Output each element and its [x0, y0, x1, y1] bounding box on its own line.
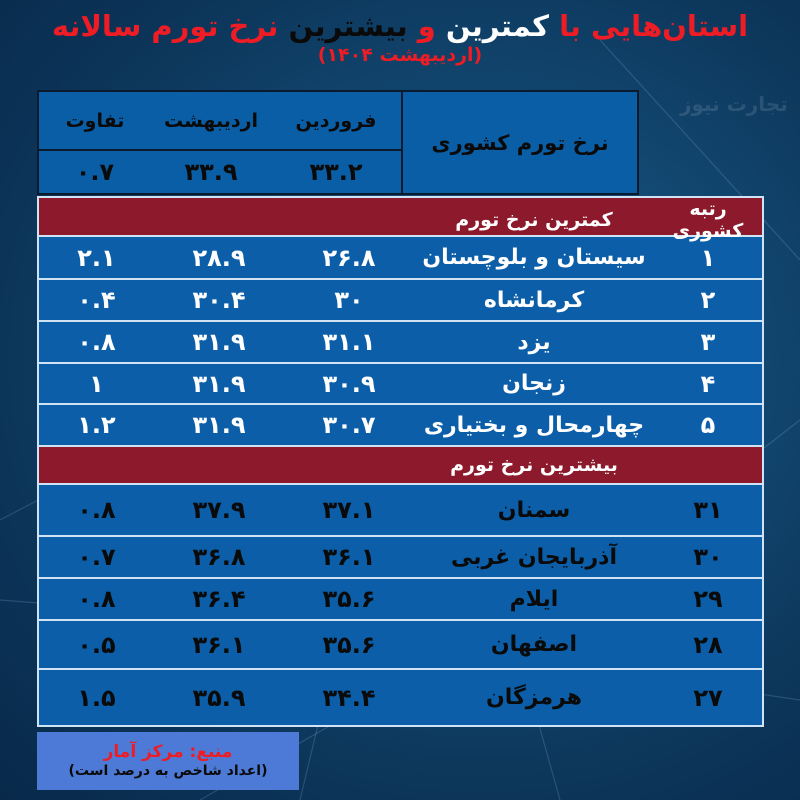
farvardin-cell: ۳۴.۴: [322, 683, 376, 712]
rank-cell: ۲۹: [693, 585, 723, 613]
lowest-header: کمترین نرخ تورم: [455, 209, 613, 231]
ordibehesht-cell: ۳۵.۹: [192, 683, 246, 712]
table-row: [39, 403, 762, 445]
farvardin-cell: ۳۱.۱: [322, 328, 376, 356]
title-part3: و: [407, 9, 446, 43]
diff-cell: ۰.۴: [77, 286, 116, 314]
national-header-ordibehesht: اردیبهشت: [163, 109, 259, 132]
national-header-farvardin: فروردین: [295, 109, 377, 132]
highest-header: بیشترین نرخ تورم: [450, 454, 618, 476]
national-value-diff: ۰.۷: [75, 158, 115, 186]
province-cell: یزد: [517, 329, 551, 355]
rank-cell: ۱: [700, 243, 716, 272]
farvardin-cell: ۳۰: [334, 286, 364, 314]
rank-cell: ۳: [700, 328, 716, 356]
diff-cell: ۲.۱: [77, 243, 116, 272]
ordibehesht-cell: ۳۶.۴: [192, 585, 246, 613]
rank-cell: ۴: [700, 369, 716, 398]
rank-header: رتبه کشوری: [672, 198, 744, 242]
national-values-row: [39, 149, 401, 193]
page-subtitle: (اردیبهشت ۱۴۰۴): [317, 44, 483, 66]
province-cell: کرمانشاه: [483, 287, 585, 313]
table-row: [39, 278, 762, 320]
title-part4: بیشترین: [288, 9, 408, 43]
national-value-farvardin: ۳۳.۲: [309, 158, 363, 186]
rank-cell: ۲۸: [693, 630, 723, 659]
table-row: [39, 619, 762, 668]
diff-cell: ۱: [89, 369, 104, 398]
diff-cell: ۱.۲: [77, 411, 116, 439]
rank-cell: ۳۰: [693, 543, 723, 571]
province-cell: هرمزگان: [485, 685, 583, 710]
rank-cell: ۳۱: [693, 496, 723, 524]
units-note: (اعداد شاخص به درصد است): [68, 763, 268, 779]
rank-cell: ۵: [700, 411, 716, 439]
national-inflation-box: [37, 90, 639, 195]
source-footer: [37, 732, 299, 790]
table-row: [39, 483, 762, 535]
diff-cell: ۰.۸: [77, 585, 116, 613]
province-cell: چهارمحال و بختیاری: [423, 412, 645, 438]
province-cell: سمنان: [497, 497, 571, 523]
rank-cell: ۲: [700, 286, 716, 314]
table-row: [39, 320, 762, 362]
province-cell: آذربایجان غربی: [450, 544, 618, 570]
ordibehesht-cell: ۳۷.۹: [192, 496, 246, 524]
province-cell: ایلام: [509, 586, 559, 612]
national-grid: [37, 90, 401, 195]
province-cell: زنجان: [502, 371, 566, 396]
diff-cell: ۰.۸: [77, 328, 116, 356]
national-header-diff: تفاوت: [65, 109, 125, 132]
table-row: [39, 535, 762, 577]
ordibehesht-cell: ۲۸.۹: [192, 243, 246, 272]
page-title: [0, 8, 800, 44]
rank-cell: ۲۷: [693, 683, 723, 712]
farvardin-cell: ۳۷.۱: [322, 496, 376, 524]
farvardin-cell: ۳۶.۱: [322, 543, 376, 571]
province-cell: سیستان و بلوچستان: [422, 245, 646, 270]
diff-cell: ۰.۸: [77, 496, 116, 524]
source-label: منبع: مرکز آمار: [103, 742, 233, 762]
farvardin-cell: ۳۵.۶: [322, 585, 376, 613]
title-part2: کمترین: [445, 9, 549, 43]
farvardin-cell: ۳۵.۶: [322, 630, 376, 659]
ordibehesht-cell: ۳۶.۸: [192, 543, 246, 571]
table-row: [39, 577, 762, 619]
farvardin-cell: ۲۶.۸: [322, 243, 376, 272]
table-row: [39, 362, 762, 403]
watermark: تجارت نیوز: [680, 92, 788, 116]
diff-cell: ۱.۵: [77, 683, 116, 712]
ordibehesht-cell: ۳۰.۴: [192, 286, 246, 314]
ordibehesht-cell: ۳۶.۱: [192, 630, 246, 659]
lowest-section-header: [39, 196, 762, 242]
diff-cell: ۰.۵: [77, 630, 116, 659]
title-part5: نرخ تورم سالانه: [51, 9, 289, 43]
table-row: [39, 668, 762, 725]
ordibehesht-cell: ۳۱.۹: [192, 411, 246, 439]
ordibehesht-cell: ۳۱.۹: [192, 328, 246, 356]
ordibehesht-cell: ۳۱.۹: [192, 369, 246, 398]
national-header-row: [39, 92, 401, 149]
national-label: نرخ تورم کشوری: [401, 90, 639, 195]
highest-section-header: [39, 445, 762, 483]
farvardin-cell: ۳۰.۷: [322, 411, 376, 439]
province-cell: اصفهان: [490, 632, 578, 657]
title-part1: استان‌هایی با: [548, 9, 749, 43]
farvardin-cell: ۳۰.۹: [322, 369, 376, 398]
diff-cell: ۰.۷: [77, 543, 116, 571]
province-inflation-table: [37, 196, 764, 727]
national-value-ordibehesht: ۳۳.۹: [184, 158, 238, 186]
